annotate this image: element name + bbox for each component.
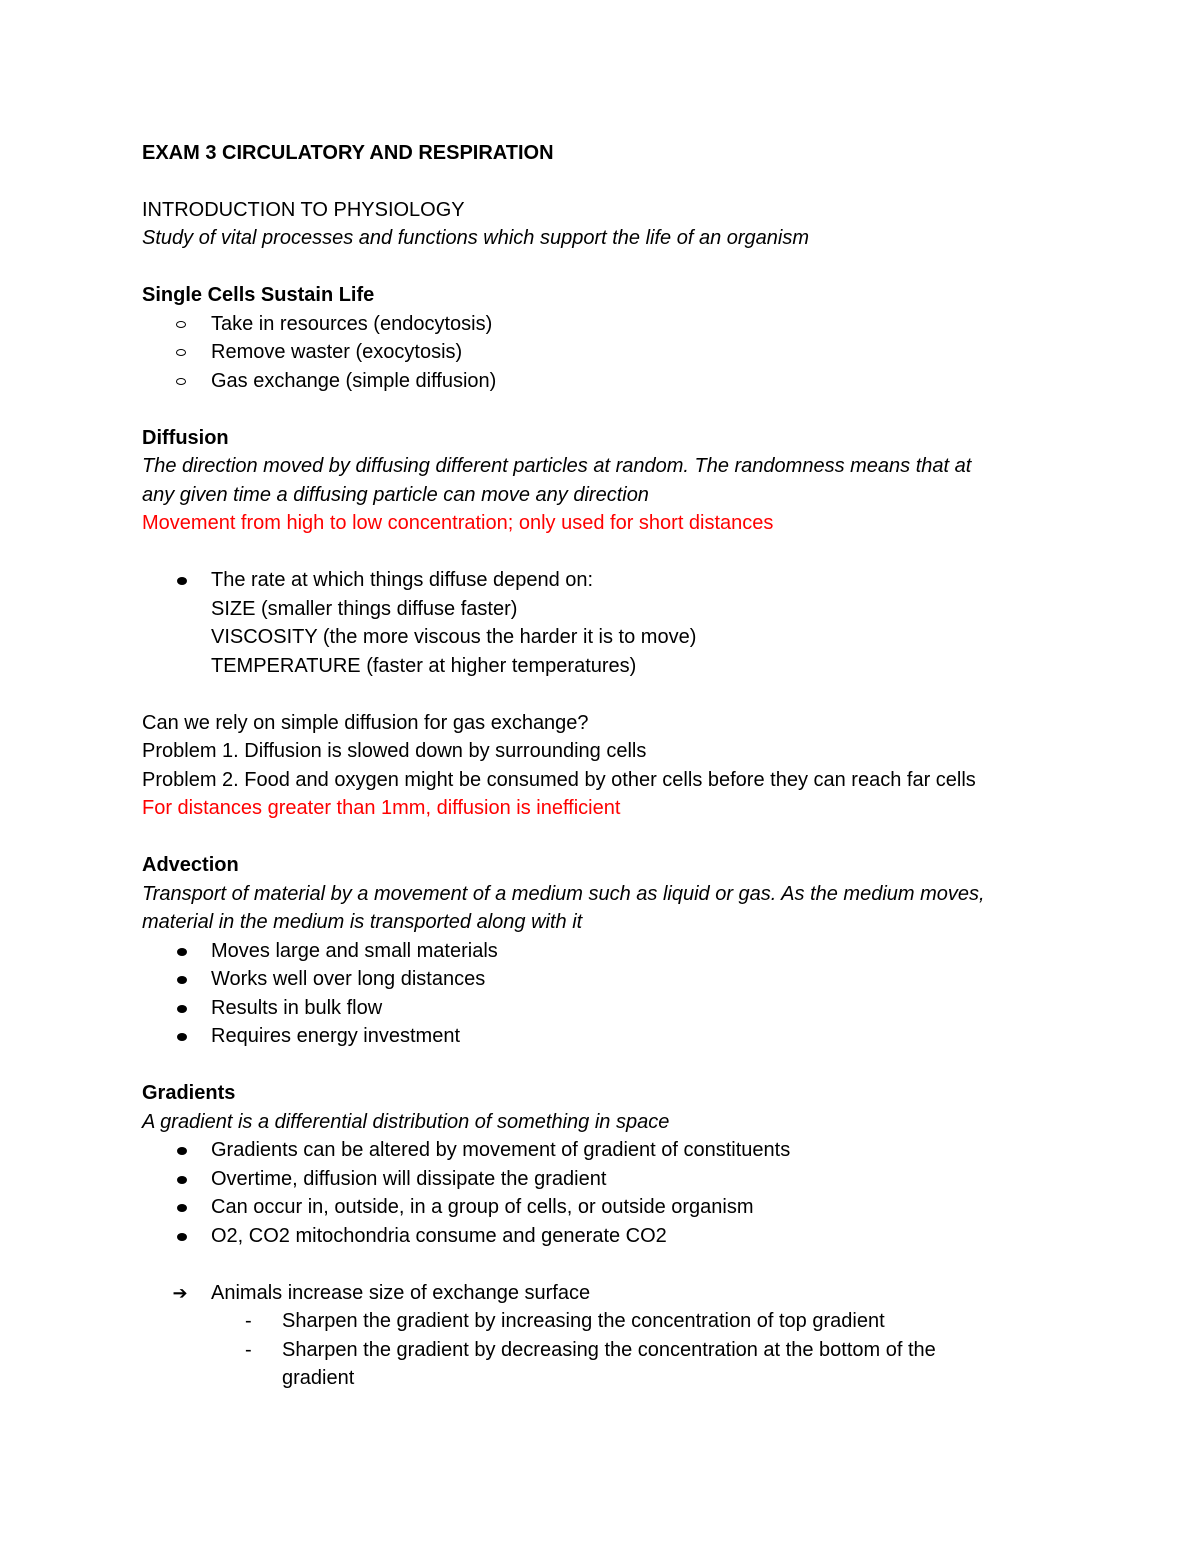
list-item-text: Remove waster (exocytosis)	[211, 341, 463, 363]
list-item-text: Animals increase size of exchange surface	[211, 1281, 591, 1304]
diffusion-definition-line1: The direction moved by diffusing different particles at random. The randomness means that at	[142, 455, 972, 477]
dash-bullet-icon: -	[245, 1338, 252, 1361]
list-item-text: Works well over long distances	[211, 968, 486, 990]
list-item	[142, 1193, 1062, 1222]
sub-list-item-text: Sharpen the gradient by decreasing the concentration at the bottom of the	[282, 1338, 936, 1361]
list-item	[142, 1136, 1062, 1165]
gradients-heading: Gradients	[142, 1082, 236, 1104]
list-item-text: O2, CO2 mitochondria consume and generate CO2	[211, 1224, 667, 1247]
list-item	[142, 338, 1062, 367]
diffusion-definition-line2: any given time a diffusing particle can move any direction	[142, 483, 649, 506]
list-item-text: Moves large and small materials	[211, 939, 498, 962]
list-item	[142, 965, 1062, 994]
list-item-text: Results in bulk flow	[211, 996, 383, 1019]
diffusion-note: Movement from high to low concentration; only used for short distances	[142, 512, 774, 534]
diffusion-question: Can we rely on simple diffusion for gas exchange?	[142, 711, 589, 734]
intro-heading: INTRODUCTION TO PHYSIOLOGY	[142, 198, 465, 221]
diffusion-heading: Diffusion	[142, 426, 229, 449]
list-item	[142, 994, 1062, 1023]
sub-list-item	[142, 1336, 1062, 1365]
sub-list-item-continuation: gradient	[282, 1367, 355, 1389]
dash-bullet-icon: -	[245, 1310, 252, 1332]
advection-heading: Advection	[142, 854, 239, 876]
spacer	[142, 253, 1062, 282]
gradients-definition: A gradient is a differential distribution of something in space	[142, 1110, 670, 1133]
spacer	[142, 1250, 1062, 1279]
advection-definition-line1: Transport of material by a movement of a medium such as liquid or gas. As the medium moves,	[142, 882, 985, 905]
spacer	[142, 538, 1062, 567]
document-page	[142, 139, 1062, 1393]
spacer	[142, 823, 1062, 852]
list-item-text: Take in resources (endocytosis)	[211, 312, 493, 335]
list-item	[142, 1022, 1062, 1051]
list-item-text: Gas exchange (simple diffusion)	[211, 369, 497, 392]
sub-list-item	[142, 1307, 1062, 1336]
list-item-text: The rate at which things diffuse depend on:	[211, 569, 594, 591]
spacer	[142, 167, 1062, 196]
list-item	[142, 310, 1062, 339]
intro-definition: Study of vital processes and functions which support the life of an organism	[142, 227, 810, 249]
list-item-text: Can occur in, outside, in a group of cells, or outside organism	[211, 1196, 754, 1218]
problem-1: Problem 1. Diffusion is slowed down by surrounding cells	[142, 740, 647, 762]
single-cells-heading: Single Cells Sustain Life	[142, 284, 375, 306]
list-item	[142, 566, 1062, 595]
sub-list-item-text: Sharpen the gradient by increasing the concentration of top gradient	[282, 1310, 885, 1332]
list-item-text: Overtime, diffusion will dissipate the gradient	[211, 1167, 607, 1190]
document-title: EXAM 3 CIRCULATORY AND RESPIRATION	[142, 142, 554, 164]
list-item-text: Gradients can be altered by movement of gradient of constituents	[211, 1139, 791, 1161]
spacer	[142, 680, 1062, 709]
rate-factor: SIZE (smaller things diffuse faster)	[211, 597, 518, 620]
list-item	[142, 937, 1062, 966]
list-item-text: Requires energy investment	[211, 1025, 461, 1047]
list-item	[142, 1279, 1062, 1308]
arrow-bullet-icon: ➔	[172, 1282, 188, 1303]
spacer	[142, 395, 1062, 424]
diffusion-conclusion: For distances greater than 1mm, diffusion is inefficient	[142, 797, 621, 819]
spacer	[142, 1051, 1062, 1080]
advection-definition-line2: material in the medium is transported along with it	[142, 911, 583, 933]
rate-factor: TEMPERATURE (faster at higher temperatures)	[211, 654, 637, 677]
rate-factor: VISCOSITY (the more viscous the harder it is to move)	[211, 626, 697, 648]
problem-2: Problem 2. Food and oxygen might be consumed by other cells before they can reach far cells	[142, 768, 976, 791]
list-item	[142, 367, 1062, 396]
list-item	[142, 1222, 1062, 1251]
list-item	[142, 1165, 1062, 1194]
